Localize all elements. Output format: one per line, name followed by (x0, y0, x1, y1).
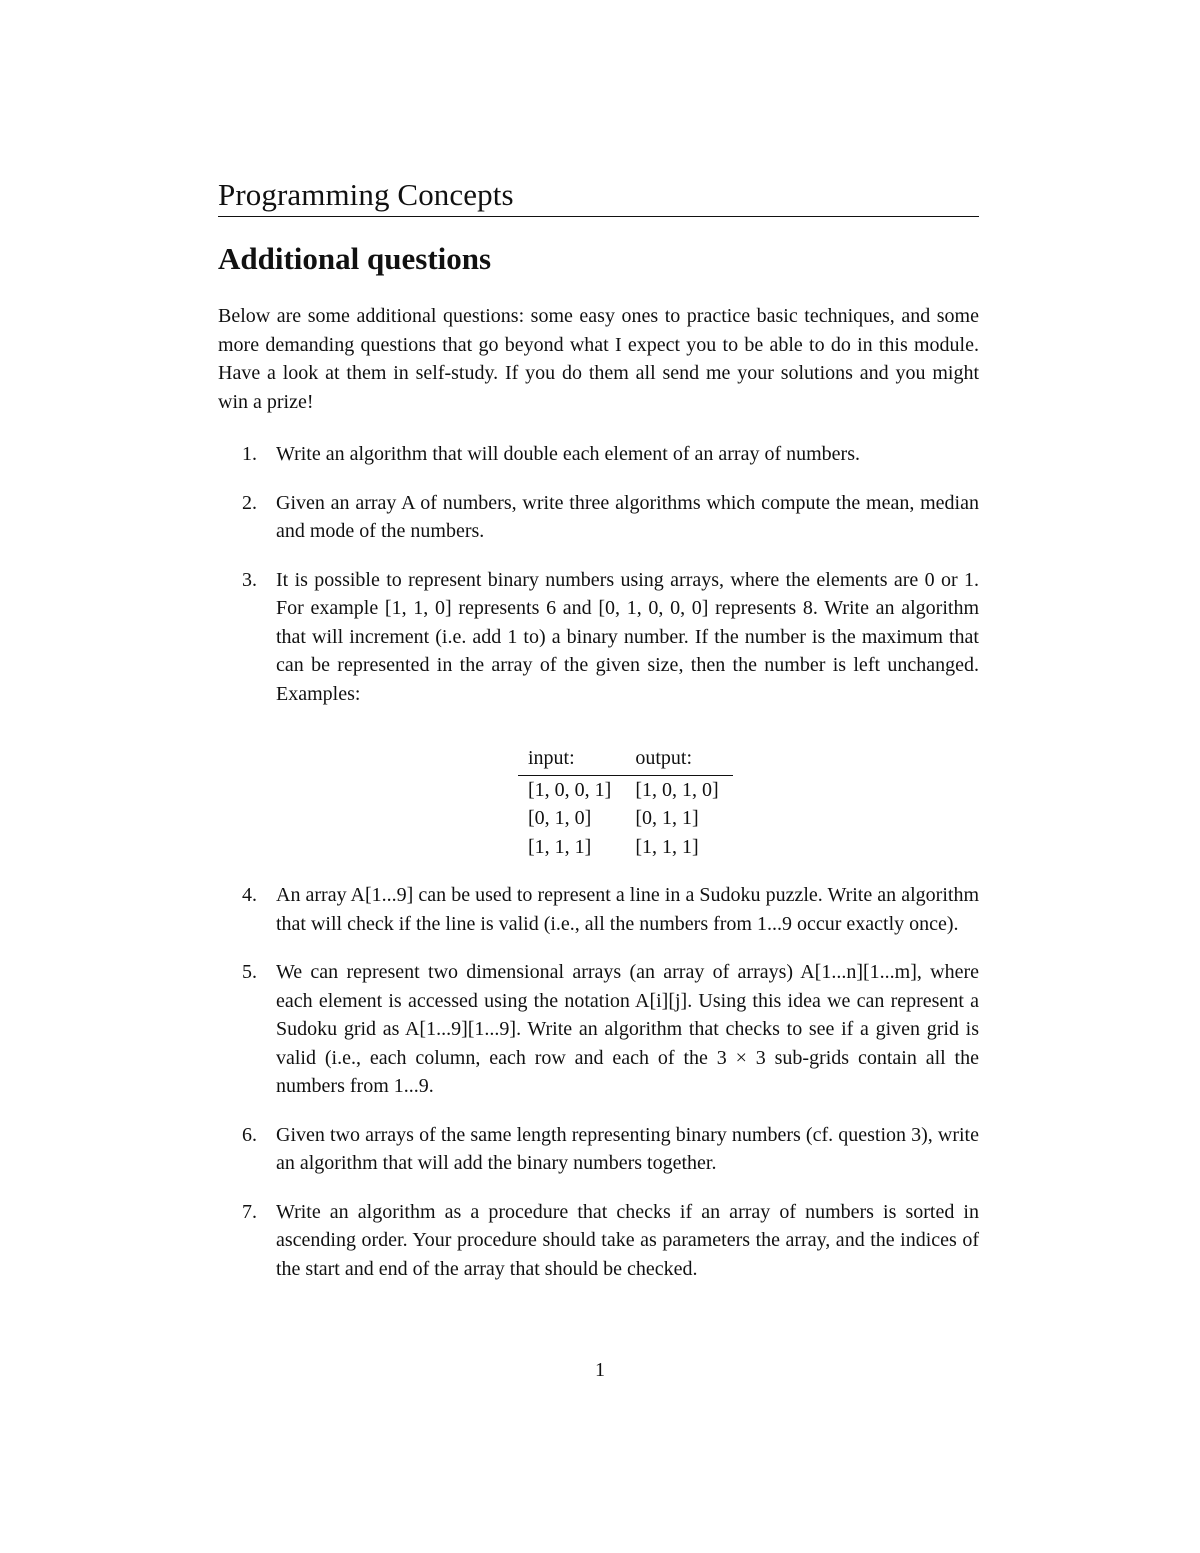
question-item (218, 1198, 979, 1284)
page-number: 1 (595, 1359, 605, 1381)
question-text: An array A[1...9] can be used to represent a line in a Sudoku puzzle. Write an algorithm that will check if the line is valid (i.e., all the numbers from 1...9 occur exactly once). (276, 884, 979, 935)
question-item (218, 440, 979, 469)
question-item (218, 881, 979, 938)
header-rule (218, 216, 979, 217)
table-header-row (518, 744, 733, 775)
question-text: Write an algorithm as a procedure that checks if an array of numbers is sorted in ascending order. Your procedure should take as parameters the array, and the indices of the start and end of the array that should be checked. (276, 1200, 979, 1280)
table-cell: [0, 1, 1] (635, 807, 699, 829)
question-text: We can represent two dimensional arrays (an array of arrays) A[1...n][1...m], where each element is accessed using the notation A[i][j]. Using this idea we can represent a Sudoku grid as A[1...9][1...9]. Write an algorithm that checks to see if a given grid is valid (i.e., each column, each row and each of the 3 × 3 sub-grids contain all the numbers from 1...9. (276, 961, 979, 1097)
question-number: 6. (242, 1123, 257, 1146)
question-item (218, 566, 979, 862)
section-title: Additional questions (218, 241, 492, 276)
question-text: Write an algorithm that will double each element of an array of numbers. (276, 443, 860, 465)
question-number: 3. (242, 568, 257, 591)
table-row (518, 804, 733, 833)
column-header-output: output: (625, 744, 732, 775)
table-cell: [0, 1, 0] (528, 807, 592, 829)
question-number: 5. (242, 961, 257, 983)
question-number: 1. (242, 443, 257, 465)
question-number: 2. (242, 491, 257, 514)
question-text: It is possible to represent binary numbers using arrays, where the elements are 0 or 1. For example [1, 1, 0] represents 6 and [0, 1, 0, 0, 0] represents 8. Write an algorithm that will increment (i.e. add 1 to) a binary number. If the number is the maximum that can be represented in the array of the given size, then the number is left unchanged. Examples: (276, 568, 979, 705)
question-item (218, 489, 979, 546)
question-list (218, 440, 979, 1303)
table-cell: [1, 0, 0, 1] (528, 778, 612, 801)
question-item (218, 958, 979, 1101)
intro-paragraph: Below are some additional questions: some easy ones to practice basic techniques, and some more demanding questions that go beyond what I expect you to be able to do in this module. Have a look at them in self-study. If you do them all send me your solutions and you might win a prize! (218, 305, 979, 413)
running-header: Programming Concepts (218, 177, 514, 212)
column-header-input: input: (518, 744, 625, 775)
question-text: Given an array A of numbers, write three algorithms which compute the mean, median and mode of the numbers. (276, 491, 979, 542)
table-cell: [1, 1, 1] (528, 835, 592, 858)
table-cell: [1, 0, 1, 0] (635, 778, 719, 801)
examples-table (518, 744, 733, 861)
question-item (218, 1121, 979, 1178)
question-number: 7. (242, 1200, 257, 1223)
question-number: 4. (242, 884, 257, 906)
table-cell: [1, 1, 1] (635, 835, 699, 858)
table-row (518, 833, 733, 862)
question-text: Given two arrays of the same length representing binary numbers (cf. question 3), write an algorithm that will add the binary numbers together. (276, 1123, 979, 1174)
table-row (518, 775, 733, 804)
